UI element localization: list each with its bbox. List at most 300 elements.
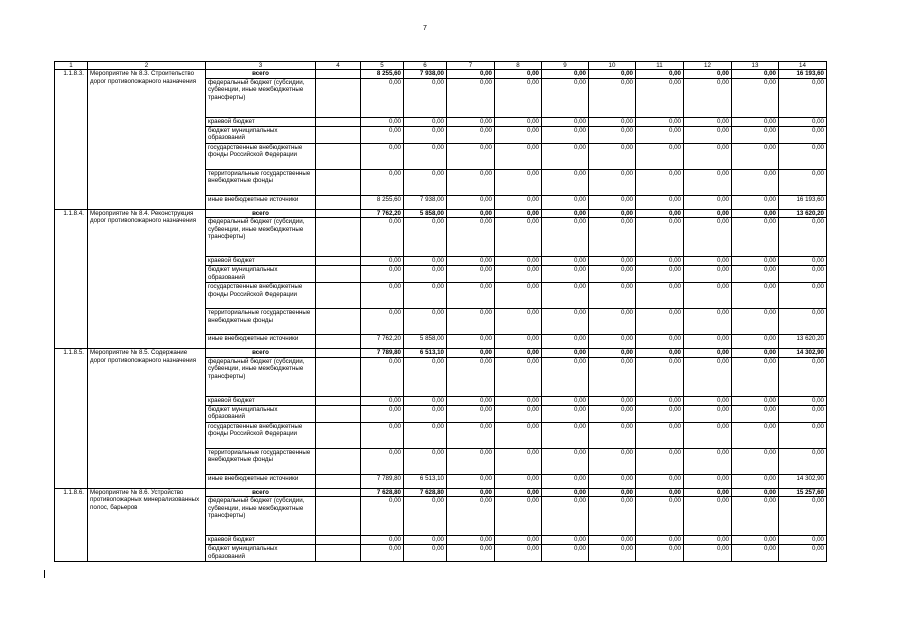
value-cell: 0,00 xyxy=(361,545,404,562)
measure-name: Мероприятие № 8.4. Реконструкция дорог противопожарного назначения xyxy=(88,209,206,348)
value-cell: 0,00 xyxy=(447,422,495,448)
value-cell: 0,00 xyxy=(495,126,542,143)
funding-source: государственные внебюджетные фонды Российской Федерации xyxy=(206,283,316,309)
funding-source: территориальные государственные внебюджетные фонды xyxy=(206,169,316,195)
value-cell: 7 628,80 xyxy=(361,488,404,496)
value-cell: 0,00 xyxy=(779,536,827,545)
value-cell: 0,00 xyxy=(495,70,542,78)
value-cell: 0,00 xyxy=(684,309,732,335)
column-4-cell xyxy=(316,357,361,396)
value-cell: 0,00 xyxy=(361,169,404,195)
value-cell: 13 620,20 xyxy=(779,209,827,217)
value-cell: 7 789,80 xyxy=(361,349,404,357)
value-cell: 0,00 xyxy=(447,169,495,195)
value-cell: 0,00 xyxy=(495,357,542,396)
value-cell: 0,00 xyxy=(589,474,636,488)
column-4-cell xyxy=(316,257,361,266)
value-cell: 14 302,90 xyxy=(779,474,827,488)
value-cell: 0,00 xyxy=(684,195,732,209)
funding-source: государственные внебюджетные фонды Российской Федерации xyxy=(206,143,316,169)
column-4-cell xyxy=(316,195,361,209)
column-header: 6 xyxy=(404,62,447,70)
value-cell: 0,00 xyxy=(404,357,447,396)
value-cell: 0,00 xyxy=(447,257,495,266)
value-cell: 0,00 xyxy=(779,126,827,143)
value-cell: 0,00 xyxy=(684,283,732,309)
funding-source: краевой бюджет xyxy=(206,257,316,266)
value-cell: 0,00 xyxy=(636,545,684,562)
value-cell: 0,00 xyxy=(404,448,447,474)
value-cell: 0,00 xyxy=(779,143,827,169)
value-cell: 0,00 xyxy=(636,422,684,448)
value-cell: 0,00 xyxy=(636,497,684,536)
value-cell: 0,00 xyxy=(732,117,779,126)
value-cell: 0,00 xyxy=(361,257,404,266)
value-cell: 0,00 xyxy=(542,497,589,536)
value-cell: 0,00 xyxy=(589,488,636,496)
value-cell: 0,00 xyxy=(589,497,636,536)
value-cell: 0,00 xyxy=(636,357,684,396)
value-cell: 0,00 xyxy=(732,143,779,169)
value-cell: 0,00 xyxy=(495,266,542,283)
value-cell: 0,00 xyxy=(495,545,542,562)
column-header-row xyxy=(55,62,827,70)
value-cell: 0,00 xyxy=(684,396,732,405)
value-cell: 0,00 xyxy=(684,448,732,474)
value-cell: 0,00 xyxy=(732,448,779,474)
value-cell: 0,00 xyxy=(732,545,779,562)
value-cell: 0,00 xyxy=(447,335,495,349)
value-cell: 0,00 xyxy=(779,357,827,396)
value-cell: 0,00 xyxy=(589,195,636,209)
value-cell: 0,00 xyxy=(636,405,684,422)
value-cell: 0,00 xyxy=(589,448,636,474)
budget-table xyxy=(54,61,827,562)
value-cell: 0,00 xyxy=(447,474,495,488)
value-cell: 0,00 xyxy=(732,357,779,396)
value-cell: 0,00 xyxy=(404,405,447,422)
value-cell: 0,00 xyxy=(732,422,779,448)
value-cell: 0,00 xyxy=(404,218,447,257)
value-cell: 0,00 xyxy=(495,195,542,209)
column-header: 13 xyxy=(732,62,779,70)
value-cell: 0,00 xyxy=(684,349,732,357)
funding-source: краевой бюджет xyxy=(206,396,316,405)
measure-code: 1.1.8.3. xyxy=(55,70,88,209)
value-cell: 0,00 xyxy=(542,218,589,257)
value-cell: 0,00 xyxy=(361,536,404,545)
value-cell: 7 762,20 xyxy=(361,209,404,217)
column-4-cell xyxy=(316,309,361,335)
funding-source: территориальные государственные внебюджетные фонды xyxy=(206,448,316,474)
value-cell: 0,00 xyxy=(495,422,542,448)
value-cell: 0,00 xyxy=(779,257,827,266)
funding-source: бюджет муниципальных образований xyxy=(206,545,316,562)
funding-source: государственные внебюджетные фонды Российской Федерации xyxy=(206,422,316,448)
column-4-cell xyxy=(316,266,361,283)
value-cell: 0,00 xyxy=(447,266,495,283)
column-header: 7 xyxy=(447,62,495,70)
value-cell: 0,00 xyxy=(732,349,779,357)
value-cell: 0,00 xyxy=(684,209,732,217)
column-4-cell xyxy=(316,422,361,448)
value-cell: 0,00 xyxy=(361,218,404,257)
column-4-cell xyxy=(316,70,361,78)
measure-code: 1.1.8.6. xyxy=(55,488,88,561)
value-cell: 0,00 xyxy=(732,257,779,266)
value-cell: 0,00 xyxy=(636,195,684,209)
value-cell: 0,00 xyxy=(589,396,636,405)
value-cell: 0,00 xyxy=(495,209,542,217)
value-cell: 0,00 xyxy=(684,266,732,283)
value-cell: 0,00 xyxy=(779,497,827,536)
value-cell: 0,00 xyxy=(589,349,636,357)
value-cell: 0,00 xyxy=(779,396,827,405)
value-cell: 0,00 xyxy=(684,143,732,169)
value-cell: 0,00 xyxy=(361,405,404,422)
table-row-total xyxy=(55,349,827,357)
value-cell: 0,00 xyxy=(495,474,542,488)
column-4-cell xyxy=(316,545,361,562)
value-cell: 0,00 xyxy=(404,169,447,195)
value-cell: 0,00 xyxy=(589,266,636,283)
value-cell: 0,00 xyxy=(447,536,495,545)
value-cell: 0,00 xyxy=(447,126,495,143)
value-cell: 0,00 xyxy=(542,422,589,448)
value-cell: 0,00 xyxy=(779,169,827,195)
table-row-total xyxy=(55,209,827,217)
column-header: 1 xyxy=(55,62,88,70)
value-cell: 0,00 xyxy=(361,396,404,405)
value-cell: 7 762,20 xyxy=(361,335,404,349)
value-cell: 0,00 xyxy=(589,405,636,422)
value-cell: 0,00 xyxy=(732,195,779,209)
value-cell: 0,00 xyxy=(447,78,495,117)
value-cell: 0,00 xyxy=(732,536,779,545)
value-cell: 0,00 xyxy=(542,117,589,126)
value-cell: 0,00 xyxy=(404,283,447,309)
value-cell: 13 620,20 xyxy=(779,335,827,349)
column-header: 12 xyxy=(684,62,732,70)
column-header: 9 xyxy=(542,62,589,70)
value-cell: 0,00 xyxy=(404,497,447,536)
value-cell: 0,00 xyxy=(542,488,589,496)
value-cell: 0,00 xyxy=(447,309,495,335)
value-cell: 0,00 xyxy=(361,78,404,117)
value-cell: 0,00 xyxy=(636,78,684,117)
value-cell: 0,00 xyxy=(542,78,589,117)
value-cell: 0,00 xyxy=(542,70,589,78)
value-cell: 0,00 xyxy=(732,266,779,283)
value-cell: 0,00 xyxy=(636,169,684,195)
value-cell: 0,00 xyxy=(636,126,684,143)
value-cell: 0,00 xyxy=(732,283,779,309)
value-cell: 0,00 xyxy=(732,405,779,422)
value-cell: 0,00 xyxy=(361,448,404,474)
value-cell: 0,00 xyxy=(684,78,732,117)
value-cell: 0,00 xyxy=(361,309,404,335)
value-cell: 0,00 xyxy=(636,335,684,349)
value-cell: 0,00 xyxy=(361,357,404,396)
value-cell: 0,00 xyxy=(589,126,636,143)
column-4-cell xyxy=(316,448,361,474)
measure-name: Мероприятие № 8.5. Содержание дорог противопожарного назначения xyxy=(88,349,206,488)
value-cell: 0,00 xyxy=(732,126,779,143)
value-cell: 0,00 xyxy=(779,266,827,283)
value-cell: 0,00 xyxy=(447,545,495,562)
value-cell: 0,00 xyxy=(447,405,495,422)
column-4-cell xyxy=(316,126,361,143)
funding-source: краевой бюджет xyxy=(206,536,316,545)
value-cell: 0,00 xyxy=(447,488,495,496)
value-cell: 0,00 xyxy=(732,488,779,496)
value-cell: 0,00 xyxy=(542,536,589,545)
value-cell: 0,00 xyxy=(732,396,779,405)
funding-source: федеральный бюджет (субсидии, субвенции, иные межбюджетные трансферты) xyxy=(206,78,316,117)
value-cell: 0,00 xyxy=(684,474,732,488)
value-cell: 0,00 xyxy=(636,309,684,335)
value-cell: 0,00 xyxy=(684,488,732,496)
value-cell: 8 255,60 xyxy=(361,195,404,209)
value-cell: 0,00 xyxy=(542,396,589,405)
value-cell: 0,00 xyxy=(589,78,636,117)
value-cell: 0,00 xyxy=(542,474,589,488)
value-cell: 0,00 xyxy=(732,474,779,488)
value-cell: 0,00 xyxy=(732,218,779,257)
value-cell: 0,00 xyxy=(542,257,589,266)
value-cell: 0,00 xyxy=(495,488,542,496)
value-cell: 0,00 xyxy=(495,257,542,266)
value-cell: 0,00 xyxy=(495,448,542,474)
value-cell: 0,00 xyxy=(636,283,684,309)
value-cell: 0,00 xyxy=(636,143,684,169)
funding-source: иные внебюджетные источники xyxy=(206,335,316,349)
value-cell: 0,00 xyxy=(495,169,542,195)
measure-name: Мероприятие № 8.6. Устройство противопожарных минерализованных полос, барьеров xyxy=(88,488,206,561)
table-row-total xyxy=(55,488,827,496)
column-4-cell xyxy=(316,169,361,195)
value-cell: 0,00 xyxy=(361,266,404,283)
value-cell: 0,00 xyxy=(404,266,447,283)
value-cell: 0,00 xyxy=(589,422,636,448)
value-cell: 0,00 xyxy=(495,335,542,349)
funding-source: федеральный бюджет (субсидии, субвенции, иные межбюджетные трансферты) xyxy=(206,497,316,536)
value-cell: 0,00 xyxy=(732,78,779,117)
value-cell: 0,00 xyxy=(589,357,636,396)
value-cell: 0,00 xyxy=(589,70,636,78)
value-cell: 7 628,80 xyxy=(404,488,447,496)
column-header: 4 xyxy=(316,62,361,70)
column-header: 2 xyxy=(88,62,206,70)
value-cell: 0,00 xyxy=(732,209,779,217)
column-header: 5 xyxy=(361,62,404,70)
value-cell: 0,00 xyxy=(495,117,542,126)
value-cell: 0,00 xyxy=(636,209,684,217)
value-cell: 0,00 xyxy=(636,448,684,474)
value-cell: 0,00 xyxy=(589,545,636,562)
value-cell: 5 858,00 xyxy=(404,335,447,349)
column-header: 14 xyxy=(779,62,827,70)
funding-source: бюджет муниципальных образований xyxy=(206,126,316,143)
column-4-cell xyxy=(316,78,361,117)
value-cell: 0,00 xyxy=(779,309,827,335)
value-cell: 0,00 xyxy=(404,126,447,143)
value-cell: 0,00 xyxy=(636,474,684,488)
value-cell: 0,00 xyxy=(589,283,636,309)
column-4-cell xyxy=(316,117,361,126)
value-cell: 0,00 xyxy=(447,143,495,169)
value-cell: 0,00 xyxy=(589,309,636,335)
value-cell: 0,00 xyxy=(684,497,732,536)
value-cell: 0,00 xyxy=(779,422,827,448)
value-cell: 0,00 xyxy=(779,545,827,562)
margin-mark xyxy=(44,570,46,578)
value-cell: 0,00 xyxy=(732,497,779,536)
column-4-cell xyxy=(316,143,361,169)
value-cell: 0,00 xyxy=(636,117,684,126)
value-cell: 0,00 xyxy=(495,283,542,309)
value-cell: 0,00 xyxy=(589,169,636,195)
value-cell: 0,00 xyxy=(732,70,779,78)
funding-source: всего xyxy=(206,70,316,78)
value-cell: 6 513,10 xyxy=(404,349,447,357)
value-cell: 0,00 xyxy=(404,309,447,335)
value-cell: 0,00 xyxy=(495,405,542,422)
value-cell: 0,00 xyxy=(495,396,542,405)
value-cell: 0,00 xyxy=(779,405,827,422)
value-cell: 0,00 xyxy=(447,218,495,257)
value-cell: 0,00 xyxy=(404,396,447,405)
table-body xyxy=(55,62,827,562)
column-header: 10 xyxy=(589,62,636,70)
value-cell: 0,00 xyxy=(636,488,684,496)
value-cell: 0,00 xyxy=(636,349,684,357)
value-cell: 7 938,00 xyxy=(404,70,447,78)
value-cell: 0,00 xyxy=(636,536,684,545)
value-cell: 0,00 xyxy=(447,396,495,405)
value-cell: 0,00 xyxy=(404,257,447,266)
value-cell: 0,00 xyxy=(779,117,827,126)
value-cell: 0,00 xyxy=(542,545,589,562)
value-cell: 0,00 xyxy=(684,169,732,195)
value-cell: 0,00 xyxy=(404,78,447,117)
column-4-cell xyxy=(316,474,361,488)
value-cell: 0,00 xyxy=(684,257,732,266)
value-cell: 0,00 xyxy=(589,257,636,266)
column-header: 8 xyxy=(495,62,542,70)
value-cell: 0,00 xyxy=(542,448,589,474)
value-cell: 16 193,60 xyxy=(779,70,827,78)
value-cell: 0,00 xyxy=(779,283,827,309)
value-cell: 16 193,60 xyxy=(779,195,827,209)
value-cell: 0,00 xyxy=(542,309,589,335)
value-cell: 0,00 xyxy=(684,357,732,396)
value-cell: 0,00 xyxy=(404,143,447,169)
value-cell: 0,00 xyxy=(447,283,495,309)
value-cell: 0,00 xyxy=(684,545,732,562)
value-cell: 0,00 xyxy=(361,117,404,126)
column-4-cell xyxy=(316,335,361,349)
value-cell: 0,00 xyxy=(542,169,589,195)
value-cell: 0,00 xyxy=(447,349,495,357)
value-cell: 0,00 xyxy=(447,448,495,474)
value-cell: 0,00 xyxy=(779,448,827,474)
funding-source: федеральный бюджет (субсидии, субвенции, иные межбюджетные трансферты) xyxy=(206,218,316,257)
value-cell: 0,00 xyxy=(495,143,542,169)
value-cell: 0,00 xyxy=(589,209,636,217)
measure-code: 1.1.8.4. xyxy=(55,209,88,348)
value-cell: 15 257,60 xyxy=(779,488,827,496)
value-cell: 0,00 xyxy=(636,257,684,266)
value-cell: 0,00 xyxy=(684,70,732,78)
value-cell: 0,00 xyxy=(447,357,495,396)
value-cell: 0,00 xyxy=(732,309,779,335)
column-header: 3 xyxy=(206,62,316,70)
funding-source: всего xyxy=(206,349,316,357)
funding-source: федеральный бюджет (субсидии, субвенции, иные межбюджетные трансферты) xyxy=(206,357,316,396)
value-cell: 0,00 xyxy=(495,78,542,117)
value-cell: 0,00 xyxy=(542,209,589,217)
value-cell: 0,00 xyxy=(542,357,589,396)
value-cell: 0,00 xyxy=(684,117,732,126)
value-cell: 0,00 xyxy=(361,497,404,536)
value-cell: 14 302,90 xyxy=(779,349,827,357)
column-4-cell xyxy=(316,488,361,496)
value-cell: 0,00 xyxy=(636,218,684,257)
funding-source: всего xyxy=(206,209,316,217)
value-cell: 0,00 xyxy=(779,218,827,257)
funding-source: иные внебюджетные источники xyxy=(206,474,316,488)
page-number: 7 xyxy=(423,25,427,32)
value-cell: 0,00 xyxy=(684,218,732,257)
value-cell: 0,00 xyxy=(495,218,542,257)
value-cell: 0,00 xyxy=(542,143,589,169)
value-cell: 0,00 xyxy=(447,70,495,78)
value-cell: 0,00 xyxy=(542,405,589,422)
value-cell: 0,00 xyxy=(404,536,447,545)
column-4-cell xyxy=(316,349,361,357)
value-cell: 0,00 xyxy=(542,126,589,143)
value-cell: 0,00 xyxy=(447,195,495,209)
column-header: 11 xyxy=(636,62,684,70)
value-cell: 0,00 xyxy=(404,117,447,126)
value-cell: 0,00 xyxy=(361,283,404,309)
value-cell: 0,00 xyxy=(542,349,589,357)
value-cell: 0,00 xyxy=(732,335,779,349)
table-row-total xyxy=(55,70,827,78)
value-cell: 0,00 xyxy=(684,335,732,349)
value-cell: 5 858,00 xyxy=(404,209,447,217)
column-4-cell xyxy=(316,396,361,405)
value-cell: 0,00 xyxy=(589,536,636,545)
column-4-cell xyxy=(316,497,361,536)
value-cell: 7 789,80 xyxy=(361,474,404,488)
value-cell: 0,00 xyxy=(542,266,589,283)
funding-source: бюджет муниципальных образований xyxy=(206,266,316,283)
value-cell: 0,00 xyxy=(684,536,732,545)
column-4-cell xyxy=(316,536,361,545)
value-cell: 0,00 xyxy=(542,335,589,349)
funding-source: краевой бюджет xyxy=(206,117,316,126)
value-cell: 0,00 xyxy=(542,283,589,309)
value-cell: 0,00 xyxy=(361,422,404,448)
value-cell: 0,00 xyxy=(684,126,732,143)
value-cell: 0,00 xyxy=(589,335,636,349)
value-cell: 0,00 xyxy=(495,497,542,536)
value-cell: 0,00 xyxy=(684,422,732,448)
value-cell: 0,00 xyxy=(404,422,447,448)
value-cell: 0,00 xyxy=(404,545,447,562)
